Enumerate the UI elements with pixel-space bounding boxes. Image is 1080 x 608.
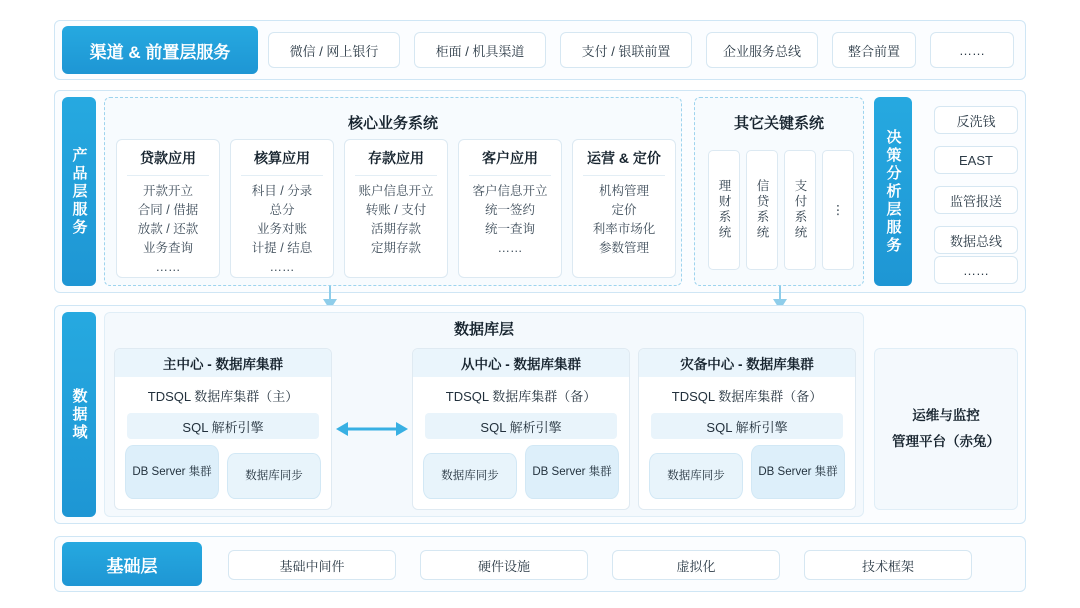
data-center-2[interactable]	[638, 348, 856, 510]
database-cylinder-icon: 数据库同步	[423, 453, 517, 499]
core-card-line: 总分	[269, 203, 295, 217]
core-card-3[interactable]	[458, 139, 562, 278]
database-cylinder-icon: DB Server 集群	[751, 445, 845, 499]
core-card-line: 统一签约	[484, 203, 535, 217]
base-item-0[interactable]: 基础中间件	[228, 550, 396, 580]
data-center-title-1: 从中心 - 数据库集群	[413, 349, 629, 377]
data-layer-label: 数据域	[62, 312, 96, 517]
decision-item-4[interactable]: ……	[934, 256, 1018, 284]
core-card-line: ……	[155, 260, 181, 274]
base-item-3[interactable]: 技术框架	[804, 550, 972, 580]
other-system-label-2: 支付系统	[793, 179, 807, 241]
core-card-line: 机构管理	[598, 184, 649, 198]
data-center-cluster-0: TDSQL 数据库集群（主）	[147, 389, 299, 404]
core-card-line: ……	[269, 260, 295, 274]
core-card-title-1: 核算应用	[254, 150, 310, 166]
core-card-line: 转账 / 支付	[365, 203, 427, 217]
decision-item-2[interactable]: 监管报送	[934, 186, 1018, 214]
base-item-2[interactable]: 虚拟化	[612, 550, 780, 580]
decision-item-1[interactable]: EAST	[934, 146, 1018, 174]
data-center-cluster-1: TDSQL 数据库集群（备）	[445, 389, 597, 404]
channel-item-4[interactable]: 整合前置	[832, 32, 916, 68]
channel-item-0[interactable]: 微信 / 网上银行	[268, 32, 400, 68]
decision-item-0[interactable]: 反洗钱	[934, 106, 1018, 134]
core-card-lines-3	[459, 182, 561, 258]
core-card-lines-0	[117, 182, 219, 277]
database-cylinder-icon: DB Server 集群	[125, 445, 219, 499]
decision-layer-label: 决策分析层服务	[874, 97, 912, 286]
data-center-cluster-2: TDSQL 数据库集群（备）	[671, 389, 823, 404]
core-card-lines-4	[573, 182, 675, 258]
other-system-column-2[interactable]	[784, 150, 816, 270]
core-business-systems-title: 核心业务系统	[347, 115, 438, 132]
core-card-line: 放款 / 还款	[137, 222, 199, 236]
base-layer-label: 基础层	[62, 542, 202, 586]
other-system-column-1[interactable]	[746, 150, 778, 270]
core-card-line: 活期存款	[370, 222, 421, 236]
data-center-1[interactable]	[412, 348, 630, 510]
core-card-4[interactable]	[572, 139, 676, 278]
core-card-0[interactable]	[116, 139, 220, 278]
data-center-0[interactable]	[114, 348, 332, 510]
channel-layer-label: 渠道 & 前置层服务	[62, 26, 258, 74]
data-center-cylinders-0	[125, 445, 321, 499]
core-card-line: 计提 / 结息	[251, 241, 313, 255]
sql-engine-0: SQL 解析引擎	[127, 413, 319, 439]
data-center-cylinders-2	[649, 445, 845, 499]
core-card-title-3: 客户应用	[482, 150, 538, 166]
core-card-title-0: 贷款应用	[140, 150, 196, 166]
core-card-line: 业务查询	[142, 241, 193, 255]
sql-engine-2: SQL 解析引擎	[651, 413, 843, 439]
database-layer-title: 数据库层	[453, 321, 514, 338]
core-card-line: 定期存款	[370, 241, 421, 255]
other-key-systems-title: 其它关键系统	[733, 115, 824, 132]
core-card-2[interactable]	[344, 139, 448, 278]
channel-item-5[interactable]: ……	[930, 32, 1014, 68]
other-system-column-3[interactable]	[822, 150, 854, 270]
channel-item-2[interactable]: 支付 / 银联前置	[560, 32, 692, 68]
core-card-line: 业务对账	[256, 222, 307, 236]
ops-line-2: 管理平台（赤兔）	[892, 434, 1000, 449]
base-item-1[interactable]: 硬件设施	[420, 550, 588, 580]
other-system-label-3: ⋮	[831, 203, 845, 217]
core-card-line: 客户信息开立	[472, 184, 548, 198]
card-divider	[469, 175, 551, 176]
core-card-line: 科目 / 分录	[251, 184, 313, 198]
database-cylinder-icon: DB Server 集群	[525, 445, 619, 499]
core-card-title-2: 存款应用	[368, 150, 424, 166]
decision-item-3[interactable]: 数据总线	[934, 226, 1018, 254]
card-divider	[241, 175, 323, 176]
core-card-line: 合同 / 借据	[137, 203, 199, 217]
data-center-title-0: 主中心 - 数据库集群	[115, 349, 331, 377]
ops-line-1: 运维与监控	[912, 408, 980, 423]
card-divider	[127, 175, 209, 176]
data-center-title-2: 灾备中心 - 数据库集群	[639, 349, 855, 377]
core-card-line: 利率市场化	[592, 222, 656, 236]
other-system-label-1: 信贷系统	[755, 179, 769, 241]
core-card-line: 账户信息开立	[358, 184, 434, 198]
channel-item-3[interactable]: 企业服务总线	[706, 32, 818, 68]
card-divider	[355, 175, 437, 176]
sql-engine-1: SQL 解析引擎	[425, 413, 617, 439]
other-system-label-0: 理财系统	[717, 179, 731, 241]
other-system-column-0[interactable]	[708, 150, 740, 270]
core-card-1[interactable]	[230, 139, 334, 278]
core-card-lines-1	[231, 182, 333, 277]
core-card-line: 统一查询	[484, 222, 535, 236]
data-center-cylinders-1	[423, 445, 619, 499]
database-cylinder-icon: 数据库同步	[649, 453, 743, 499]
core-card-line: ……	[497, 241, 523, 255]
core-card-lines-2	[345, 182, 447, 258]
card-divider	[583, 175, 665, 176]
core-card-line: 参数管理	[598, 241, 649, 255]
core-card-line: 开款开立	[142, 184, 193, 198]
product-layer-label: 产品层服务	[62, 97, 96, 286]
ops-monitoring-platform	[874, 348, 1018, 510]
core-card-title-4: 运营 & 定价	[587, 150, 661, 166]
core-card-line: 定价	[611, 203, 637, 217]
sync-double-arrow-icon	[336, 416, 408, 442]
channel-item-1[interactable]: 柜面 / 机具渠道	[414, 32, 546, 68]
database-cylinder-icon: 数据库同步	[227, 453, 321, 499]
